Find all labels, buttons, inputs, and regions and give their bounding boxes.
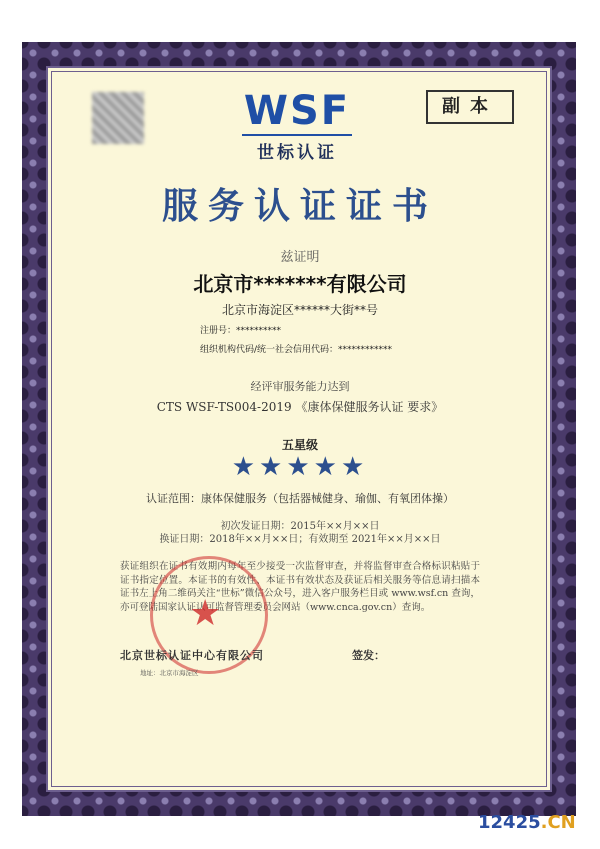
issuer-name: 北京世标认证中心有限公司 xyxy=(120,649,264,662)
watermark-left: 12425 xyxy=(478,812,541,833)
wsf-logo xyxy=(232,88,362,163)
grade-text: 五星级 xyxy=(281,438,318,452)
certify-text: 兹证明 xyxy=(280,250,320,265)
org-code: 组织机构代码/统一社会信用代码：************ xyxy=(200,345,393,355)
notice-text: 获证组织在证书有效期内每年至少接受一次监督审查，并将监督审查合格标识粘贴于证书指定位置。本证书的有效性、本证书有效状态及获证后相关服务等信息请扫描本证书左上角二维码关注“世标”微信公众号，进入客户服务栏目或 www.wsf.cn 查询，亦可登陆国家认证认可监督管理委员会网站（www.cnca.gov.cn）查询。 xyxy=(120,561,480,613)
logo-divider xyxy=(242,134,352,136)
company-name: 北京市*******有限公司 xyxy=(193,272,407,296)
company-address: 北京市海淀区******大街**号 xyxy=(221,303,378,317)
registration-number: 注册号：********** xyxy=(200,326,282,336)
first-issue-date: 初次发证日期：2015年××月××日 xyxy=(220,521,380,532)
certificate-paper xyxy=(46,66,552,792)
scope-text: 认证范围：康体保健服务（包括器械健身、瑜伽、有氧团体操） xyxy=(146,492,454,505)
rating-stars: ★★★★★ xyxy=(231,452,369,482)
renewal-date: 换证日期：2018年××月××日；有效期至 2021年××月××日 xyxy=(159,534,441,545)
qr-code-blurred xyxy=(92,92,144,144)
copy-label: 副本 xyxy=(426,90,514,124)
certificate-title: 服务认证证书 xyxy=(161,186,438,227)
watermark-right: .CN xyxy=(540,812,576,833)
sign-label: 签发： xyxy=(352,649,385,662)
issuer-address: 地址：北京市海淀区 xyxy=(140,669,199,677)
seal-star-icon: ★ xyxy=(189,593,222,634)
logo-sub: 世标认证 xyxy=(257,143,337,163)
site-watermark xyxy=(478,812,576,833)
assessed-text: 经评审服务能力达到 xyxy=(250,380,350,393)
logo-main: WSF xyxy=(243,88,351,134)
standard-text: CTS WSF-TS004-2019 《康体保健服务认证 要求》 xyxy=(156,400,444,414)
